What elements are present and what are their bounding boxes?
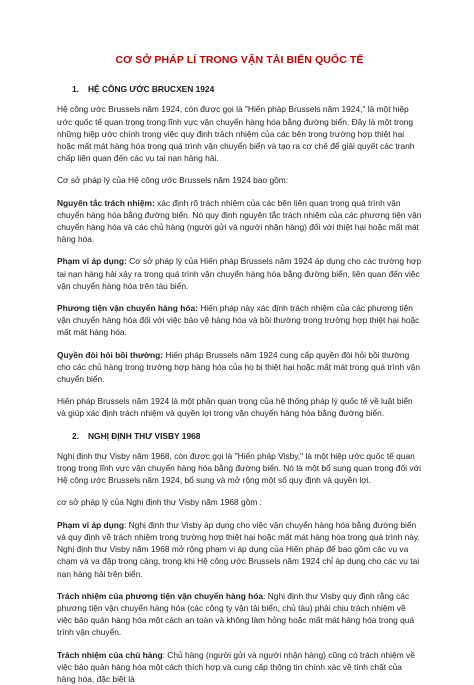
section-1-item bbox=[57, 197, 422, 246]
item-text: : Nghị định thư Visby áp dụng cho việc vận chuyển hàng hóa bằng đường biển và quy định về trách nhiệm trong trường hợp thiệt hại hoặc mất mát hàng hóa trong quá trình này. Nghị định thư Visby năm 1968 mở rộng phạm vi áp dụng của Hiến pháp để bao gồm các vụ va chạm và va đập trong cảng, trong khi Hệ công ước Brussels năm 1924 chỉ áp dụng cho các vụ tai nạn hàng hải trên biển. bbox=[57, 519, 420, 579]
section-2-number: 2. bbox=[72, 430, 79, 441]
item-label: Phạm vi áp dụng bbox=[57, 519, 125, 530]
section-2-heading bbox=[72, 430, 422, 442]
item-text: Hiến pháp Brussels năm 1924 cung cấp quyền đòi hỏi bồi thường cho các chủ hàng trong trường hợp hàng hóa của họ bị thiệt hại hoặc mất mát trong quá trình vận chuyển biển. bbox=[57, 349, 420, 385]
section-2-item bbox=[57, 519, 422, 580]
section-1-number: 1. bbox=[72, 84, 79, 95]
item-text: Cơ sở pháp lý của Hiến pháp Brussels năm 1924 áp dụng cho các trường hợp tai nạn hàng hải xảy ra trong quá trình vận chuyển hàng hóa bằng đường biển, liên quan đến việc vận chuyển hàng hóa trên tàu biển. bbox=[57, 256, 422, 291]
section-2-paragraph-2: cơ sở pháp lý của Nghị định thư Visby năm 1968 gồm : bbox=[57, 497, 262, 508]
section-1-item bbox=[57, 349, 422, 386]
section-1-item bbox=[57, 302, 422, 339]
item-label: Trách nhiệm của phương tiện vận chuyển hàng hóa bbox=[57, 590, 264, 601]
section-1-paragraph-2: Cơ sở pháp lý của Hệ công ước Brussels năm 1924 bao gồm: bbox=[57, 175, 289, 186]
section-1-paragraph-1: Hệ công ước Brussels năm 1924, còn được gọi là "Hiến pháp Brussels năm 1924," là một hiệp ước quốc tế quan trọng trong lĩnh vực vận chuyển hàng hóa bằng đường biển. Đây là một trong những hiệp ước chính trong việc quy định trách nhiệm của các bên trong trường hợp thiệt hại hoặc mất mát hàng hóa trong quá trình vận chuyển biển và tạo ra cơ chế để giải quyết các tranh chấp liên quan đến các vụ tai nạn hàng hải. bbox=[57, 104, 415, 164]
section-2-paragraph-1: Nghị định thư Visby năm 1968, còn được gọi là "Hiến pháp Visby," là một hiệp ước quốc tế quan trọng trong lĩnh vực vận chuyển hàng hóa bằng đường biển. Nó là một bổ sung quan trọng đối với Hệ công ước Brussels năm 1924, bổ sung và mở rộng một số quy định và quyền lợi. bbox=[57, 450, 421, 486]
item-text: xác định rõ trách nhiệm của các bên liên quan trong quá trình vận chuyển hàng hóa bằng đường biển. Nó quy định nguyên tắc trách nhiệm của các phương tiện vận chuyển hàng hóa và các chủ hàng (người gửi và người nhận hàng) đối với thiệt hại hoặc mất mát hàng hóa. bbox=[57, 197, 422, 245]
section-1-title: HỆ CÔNG ƯỚC BRUCXEN 1924 bbox=[88, 84, 215, 95]
item-text: : Nghị định thư Visby quy định rằng các phương tiện vận chuyển hàng hóa (các công ty vận tải biển, chủ tàu) phải chịu trách nhiệm về việc bảo quản hàng hóa một cách an toàn và không làm hỏng hoặc mất mát hàng hóa trong quá trình vận chuyển. bbox=[57, 590, 415, 638]
item-label: Phạm vi áp dụng: bbox=[57, 256, 127, 267]
section-1-paragraph-3: Hiến pháp Brussels năm 1924 là một phần quan trọng của hệ thống pháp lý quốc tế về luật biển và giúp xác định trách nhiệm và quyền lợi trong vận chuyển hàng hóa bằng đường biển. bbox=[57, 396, 413, 419]
section-1-heading bbox=[72, 83, 422, 95]
section-2-item bbox=[57, 649, 422, 685]
item-label: Nguyên tắc trách nhiệm: bbox=[57, 197, 155, 208]
item-label: Phương tiện vận chuyển hàng hóa: bbox=[57, 303, 198, 314]
item-label: Quyền đòi hỏi bồi thường: bbox=[57, 349, 163, 360]
item-label: Trách nhiệm của chủ hàng bbox=[57, 649, 163, 660]
item-text: : Chủ hàng (người gửi và người nhận hàng) cũng có trách nhiệm về việc bảo quản hàng hóa một cách thích hợp và cung cấp thông tin chính xác về tính chất của hàng hóa, đặc biệt là bbox=[57, 649, 415, 684]
section-1-item bbox=[57, 255, 422, 292]
section-2-title: NGHỊ ĐỊNH THƯ VISBY 1968 bbox=[88, 430, 201, 441]
section-2-item bbox=[57, 590, 422, 639]
document-title: CƠ SỞ PHÁP LÍ TRONG VẬN TẢI BIỂN QUỐC TẾ bbox=[115, 54, 364, 66]
item-text: Hiến pháp này xác định trách nhiệm của các phương tiện vận chuyển hàng hóa đối với việc bảo vệ hàng hóa và bồi thường trong trường hợp thiệt hại hoặc mất mát hàng hóa. bbox=[57, 303, 420, 338]
